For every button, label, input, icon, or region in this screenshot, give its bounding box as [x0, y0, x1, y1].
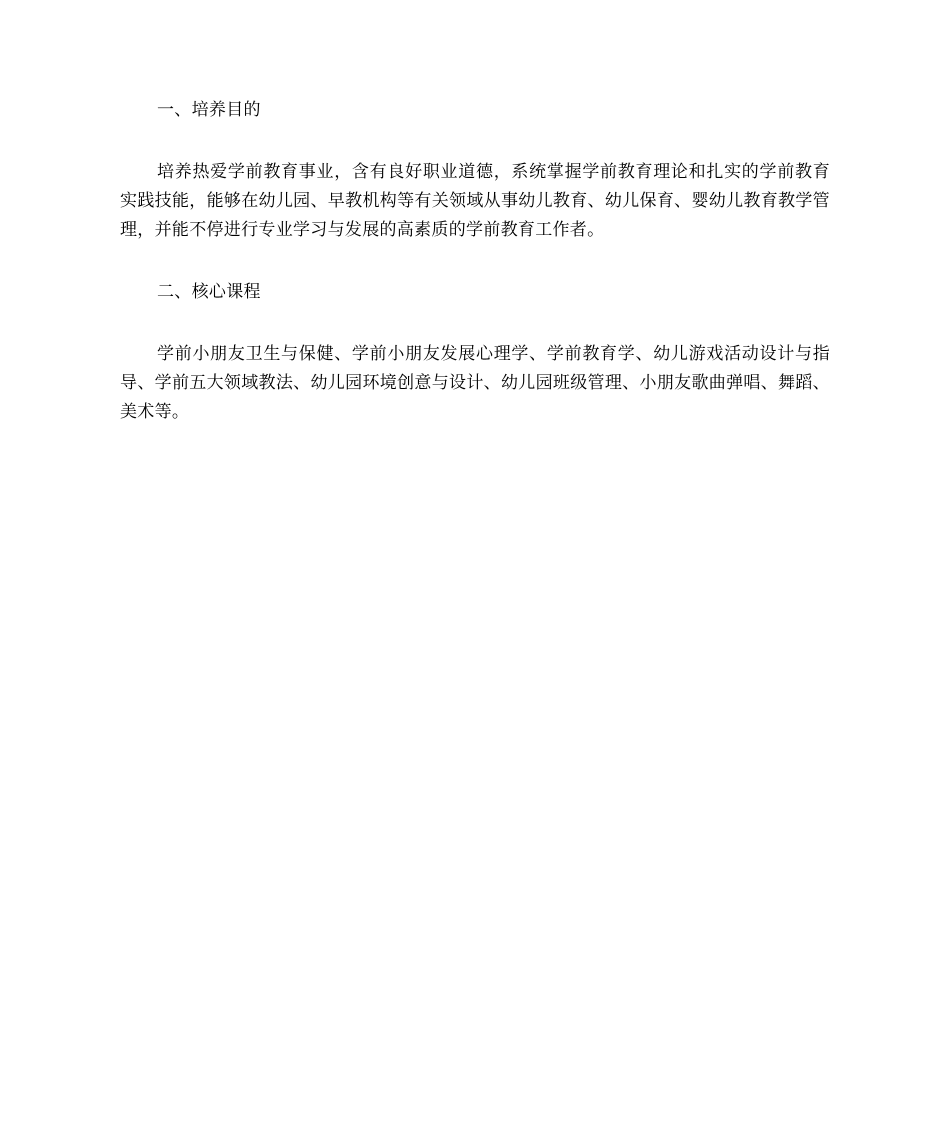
section-body-core-courses: 学前小朋友卫生与保健、学前小朋友发展心理学、学前教育学、幼儿游戏活动设计与指导、学前五大领域教法、幼儿园环境创意与设计、幼儿园班级管理、小朋友歌曲弹唱、舞蹈、美术等。: [120, 344, 830, 422]
section-body-training-goal: 培养热爱学前教育事业，含有良好职业道德，系统掌握学前教育理论和扎实的学前教育实践技能，能够在幼儿园、早教机构等有关领域从事幼儿教育、幼儿保育、婴幼儿教育教学管理，并能不停进行专业学习与发展的高素质的学前教育工作者。: [120, 162, 830, 240]
document-page: [120, 96, 830, 427]
section-heading-training-goal: 一、培养目的: [157, 100, 261, 120]
section-heading-core-courses: 二、核心课程: [157, 282, 261, 302]
